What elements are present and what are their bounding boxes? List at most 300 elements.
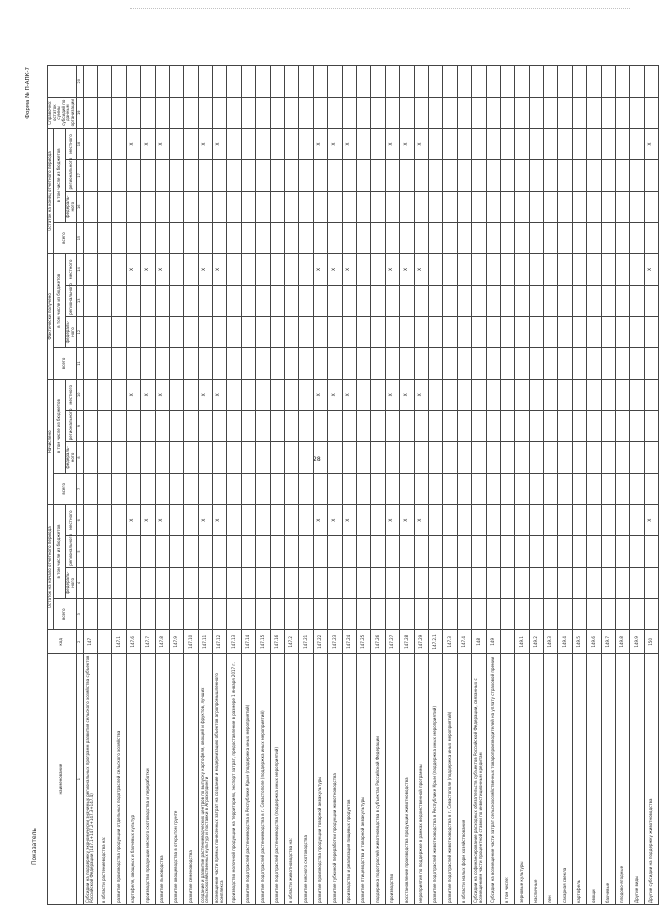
column-number: 7 bbox=[76, 473, 83, 504]
header-total: всего bbox=[53, 348, 76, 379]
value-cell bbox=[630, 254, 644, 285]
header-local: местного bbox=[66, 254, 76, 285]
value-cell bbox=[285, 222, 299, 253]
value-cell bbox=[256, 505, 270, 536]
value-cell bbox=[299, 254, 313, 285]
value-cell bbox=[500, 379, 514, 410]
value-cell bbox=[630, 316, 644, 347]
value-cell bbox=[500, 222, 514, 253]
value-cell bbox=[313, 599, 327, 630]
value-cell bbox=[500, 191, 514, 222]
value-cell bbox=[572, 160, 586, 191]
value-cell bbox=[241, 285, 255, 316]
value-cell bbox=[184, 222, 198, 253]
value-cell bbox=[342, 285, 356, 316]
value-cell bbox=[270, 285, 284, 316]
value-cell bbox=[630, 567, 644, 598]
value-cell bbox=[299, 505, 313, 536]
value-cell bbox=[630, 285, 644, 316]
value-cell bbox=[270, 97, 284, 128]
row-code: 147.15 bbox=[256, 630, 270, 654]
row-name: развитие подотраслей растениеводства в Республике Крым (поддержка иных мероприятий) bbox=[241, 654, 255, 905]
header-group-closing: Остаток на конец отчетного периода bbox=[48, 128, 54, 253]
value-cell bbox=[630, 410, 644, 441]
value-cell bbox=[112, 316, 126, 347]
value-cell bbox=[644, 222, 658, 253]
value-cell bbox=[356, 191, 370, 222]
row-code: 147.23 bbox=[328, 630, 342, 654]
value-cell bbox=[328, 473, 342, 504]
value-cell bbox=[285, 254, 299, 285]
value-cell bbox=[572, 254, 586, 285]
value-cell bbox=[356, 97, 370, 128]
value-cell bbox=[400, 599, 414, 630]
value-cell bbox=[97, 160, 111, 191]
value-cell bbox=[587, 160, 601, 191]
value-cell bbox=[141, 66, 155, 98]
value-cell bbox=[112, 222, 126, 253]
value-cell bbox=[587, 567, 601, 598]
value-cell bbox=[601, 505, 615, 536]
value-cell bbox=[486, 160, 500, 191]
value-cell bbox=[155, 66, 169, 98]
value-cell bbox=[558, 66, 572, 98]
value-cell bbox=[328, 316, 342, 347]
value-cell bbox=[616, 410, 630, 441]
value-cell bbox=[428, 348, 442, 379]
value-cell bbox=[270, 536, 284, 567]
value-cell bbox=[630, 66, 644, 98]
value-cell bbox=[97, 128, 111, 159]
value-cell bbox=[241, 160, 255, 191]
value-cell bbox=[256, 160, 270, 191]
form-label: Форма № П-АПК-7 bbox=[25, 67, 31, 119]
value-cell bbox=[299, 348, 313, 379]
value-cell bbox=[184, 567, 198, 598]
value-cell bbox=[126, 285, 140, 316]
value-cell bbox=[83, 66, 97, 98]
value-cell bbox=[385, 160, 399, 191]
x-mark: X bbox=[126, 128, 140, 159]
value-cell bbox=[616, 254, 630, 285]
value-cell bbox=[616, 285, 630, 316]
value-cell bbox=[472, 410, 486, 441]
value-cell bbox=[472, 442, 486, 473]
value-cell bbox=[400, 191, 414, 222]
value-cell bbox=[443, 97, 457, 128]
value-cell bbox=[644, 536, 658, 567]
value-cell bbox=[630, 379, 644, 410]
value-cell bbox=[313, 442, 327, 473]
header-name: наименование bbox=[48, 654, 77, 905]
value-cell bbox=[616, 536, 630, 567]
row-name: мероприятия по поддержке в рамках ведомственной программы bbox=[414, 654, 428, 905]
value-cell bbox=[616, 160, 630, 191]
value-cell bbox=[572, 222, 586, 253]
value-cell bbox=[155, 160, 169, 191]
row-code: 147.3 bbox=[443, 630, 457, 654]
table-row bbox=[529, 66, 543, 905]
value-cell bbox=[486, 128, 500, 159]
value-cell bbox=[500, 410, 514, 441]
value-cell bbox=[428, 536, 442, 567]
value-cell bbox=[126, 348, 140, 379]
value-cell bbox=[256, 473, 270, 504]
value-cell bbox=[457, 599, 471, 630]
x-mark: X bbox=[328, 505, 342, 536]
scan-header-noise bbox=[130, 8, 630, 12]
value-cell bbox=[356, 567, 370, 598]
value-cell bbox=[558, 191, 572, 222]
value-cell bbox=[141, 222, 155, 253]
value-cell bbox=[213, 160, 227, 191]
header-group-received: Фактически получено bbox=[48, 254, 54, 379]
value-cell bbox=[112, 442, 126, 473]
x-mark: X bbox=[198, 505, 212, 536]
value-cell bbox=[97, 191, 111, 222]
value-cell bbox=[270, 442, 284, 473]
value-cell bbox=[241, 536, 255, 567]
value-cell bbox=[97, 567, 111, 598]
value-cell bbox=[256, 254, 270, 285]
value-cell bbox=[155, 599, 169, 630]
value-cell bbox=[414, 599, 428, 630]
value-cell bbox=[356, 410, 370, 441]
x-mark: X bbox=[385, 505, 399, 536]
x-mark: X bbox=[155, 505, 169, 536]
value-cell bbox=[558, 97, 572, 128]
value-cell bbox=[313, 160, 327, 191]
row-name: восстановление производства продукции животноводства bbox=[400, 654, 414, 905]
value-cell bbox=[500, 285, 514, 316]
value-cell bbox=[241, 316, 255, 347]
value-cell bbox=[241, 410, 255, 441]
value-cell bbox=[529, 536, 543, 567]
x-mark: X bbox=[328, 128, 342, 159]
value-cell bbox=[270, 348, 284, 379]
value-cell bbox=[299, 536, 313, 567]
value-cell bbox=[414, 222, 428, 253]
value-cell bbox=[299, 442, 313, 473]
row-name: развитие производства продукции отдельных подотраслей сельского хозяйства bbox=[112, 654, 126, 905]
value-cell bbox=[587, 379, 601, 410]
value-cell bbox=[227, 254, 241, 285]
value-cell bbox=[428, 379, 442, 410]
value-cell bbox=[544, 536, 558, 567]
value-cell bbox=[385, 442, 399, 473]
value-cell bbox=[169, 505, 183, 536]
header-including: в том числе из бюджетов bbox=[53, 505, 66, 599]
value-cell bbox=[587, 222, 601, 253]
value-cell bbox=[587, 66, 601, 98]
table-row bbox=[299, 66, 313, 905]
value-cell bbox=[299, 160, 313, 191]
value-cell bbox=[184, 254, 198, 285]
x-mark: X bbox=[141, 379, 155, 410]
value-cell bbox=[558, 254, 572, 285]
value-cell bbox=[198, 473, 212, 504]
value-cell bbox=[601, 160, 615, 191]
value-cell bbox=[112, 567, 126, 598]
value-cell bbox=[385, 316, 399, 347]
value-cell bbox=[457, 410, 471, 441]
row-code: 147.1 bbox=[112, 630, 126, 654]
value-cell bbox=[414, 191, 428, 222]
row-code: 149.6 bbox=[587, 630, 601, 654]
value-cell bbox=[141, 410, 155, 441]
value-cell bbox=[414, 442, 428, 473]
value-cell bbox=[227, 191, 241, 222]
value-cell bbox=[313, 410, 327, 441]
value-cell bbox=[529, 222, 543, 253]
value-cell bbox=[529, 599, 543, 630]
value-cell bbox=[443, 191, 457, 222]
value-cell bbox=[400, 160, 414, 191]
value-cell bbox=[213, 473, 227, 504]
value-cell bbox=[356, 254, 370, 285]
value-cell bbox=[184, 442, 198, 473]
column-number: 4 bbox=[76, 567, 83, 598]
value-cell bbox=[544, 285, 558, 316]
row-name: Субсидии на поддержку экономически значимых региональных программ развития сельского хозяйства субъектов Российской Федерации (147.1+147.2+147.3+147.4) bbox=[83, 654, 97, 905]
row-name: производство bbox=[385, 654, 399, 905]
x-mark: X bbox=[400, 128, 414, 159]
value-cell bbox=[515, 254, 529, 285]
value-cell bbox=[428, 97, 442, 128]
value-cell bbox=[601, 442, 615, 473]
value-cell bbox=[428, 285, 442, 316]
value-cell bbox=[572, 379, 586, 410]
value-cell bbox=[572, 316, 586, 347]
value-cell bbox=[572, 473, 586, 504]
value-cell bbox=[198, 599, 212, 630]
value-cell bbox=[428, 599, 442, 630]
value-cell bbox=[601, 348, 615, 379]
value-cell bbox=[213, 66, 227, 98]
table-row bbox=[558, 66, 572, 905]
value-cell bbox=[227, 128, 241, 159]
value-cell bbox=[371, 254, 385, 285]
value-cell bbox=[558, 536, 572, 567]
value-cell bbox=[400, 66, 414, 98]
value-cell bbox=[644, 160, 658, 191]
value-cell bbox=[515, 442, 529, 473]
value-cell bbox=[414, 285, 428, 316]
value-cell bbox=[371, 285, 385, 316]
value-cell bbox=[616, 128, 630, 159]
value-cell bbox=[400, 442, 414, 473]
row-name: картофеля, овощных и бахчевых культур bbox=[126, 654, 140, 905]
value-cell bbox=[241, 222, 255, 253]
value-cell bbox=[83, 473, 97, 504]
value-cell bbox=[126, 473, 140, 504]
value-cell bbox=[500, 160, 514, 191]
value-cell bbox=[400, 536, 414, 567]
value-cell bbox=[443, 473, 457, 504]
value-cell bbox=[328, 160, 342, 191]
value-cell bbox=[169, 442, 183, 473]
row-code: 147.28 bbox=[400, 630, 414, 654]
value-cell bbox=[213, 222, 227, 253]
value-cell bbox=[313, 348, 327, 379]
row-name: развитие подотраслей растениеводства (поддержка иных мероприятий) bbox=[270, 654, 284, 905]
table-row bbox=[644, 66, 658, 905]
table-row bbox=[83, 66, 97, 905]
value-cell bbox=[184, 97, 198, 128]
value-cell bbox=[241, 191, 255, 222]
value-cell bbox=[184, 410, 198, 441]
x-mark: X bbox=[328, 254, 342, 285]
row-code: 147.11 bbox=[198, 630, 212, 654]
value-cell bbox=[328, 66, 342, 98]
value-cell bbox=[443, 567, 457, 598]
row-code: 147.12 bbox=[213, 630, 227, 654]
row-name: лен bbox=[544, 654, 558, 905]
value-cell bbox=[558, 222, 572, 253]
value-cell bbox=[644, 66, 658, 98]
value-cell bbox=[443, 410, 457, 441]
column-number: 11 bbox=[76, 348, 83, 379]
value-cell bbox=[198, 567, 212, 598]
row-code: 147.7 bbox=[141, 630, 155, 654]
value-cell bbox=[256, 97, 270, 128]
value-cell bbox=[616, 505, 630, 536]
header-regional: регионального bbox=[66, 160, 76, 191]
value-cell bbox=[572, 505, 586, 536]
value-cell bbox=[428, 254, 442, 285]
value-cell bbox=[400, 316, 414, 347]
row-name: развитие птицеводства и товарной аквакультуры bbox=[356, 654, 370, 905]
value-cell bbox=[83, 128, 97, 159]
value-cell bbox=[572, 128, 586, 159]
value-cell bbox=[227, 285, 241, 316]
value-cell bbox=[83, 316, 97, 347]
column-number: 15 bbox=[76, 222, 83, 253]
value-cell bbox=[356, 160, 370, 191]
value-cell bbox=[529, 348, 543, 379]
value-cell bbox=[141, 160, 155, 191]
value-cell bbox=[371, 599, 385, 630]
value-cell bbox=[83, 285, 97, 316]
value-cell bbox=[313, 473, 327, 504]
value-cell bbox=[558, 285, 572, 316]
value-cell bbox=[558, 410, 572, 441]
value-cell bbox=[342, 160, 356, 191]
value-cell bbox=[428, 473, 442, 504]
value-cell bbox=[256, 379, 270, 410]
x-mark: X bbox=[198, 128, 212, 159]
table-row bbox=[270, 66, 284, 905]
value-cell bbox=[414, 316, 428, 347]
value-cell bbox=[630, 536, 644, 567]
value-cell bbox=[443, 379, 457, 410]
value-cell bbox=[97, 379, 111, 410]
value-cell bbox=[270, 567, 284, 598]
value-cell bbox=[83, 505, 97, 536]
x-mark: X bbox=[141, 254, 155, 285]
table-row bbox=[500, 66, 514, 905]
value-cell bbox=[299, 379, 313, 410]
header-federal: федераль-ного bbox=[66, 191, 76, 222]
table-row bbox=[198, 66, 212, 905]
value-cell bbox=[644, 348, 658, 379]
row-code: 147.13 bbox=[227, 630, 241, 654]
value-cell bbox=[414, 97, 428, 128]
value-cell bbox=[83, 191, 97, 222]
value-cell bbox=[472, 160, 486, 191]
table-row bbox=[630, 66, 644, 905]
value-cell bbox=[544, 379, 558, 410]
value-cell bbox=[601, 97, 615, 128]
value-cell bbox=[213, 442, 227, 473]
value-cell bbox=[169, 285, 183, 316]
table-row bbox=[371, 66, 385, 905]
value-cell bbox=[227, 348, 241, 379]
value-cell bbox=[227, 442, 241, 473]
value-cell bbox=[457, 160, 471, 191]
value-cell bbox=[472, 505, 486, 536]
table-row bbox=[457, 66, 471, 905]
value-cell bbox=[227, 66, 241, 98]
x-mark: X bbox=[342, 379, 356, 410]
table-row bbox=[486, 66, 500, 905]
value-cell bbox=[544, 473, 558, 504]
row-name: Субсидии на софинансирование расходных обязательств субъектов Российской Федерации, связанных с возмещением части процентной ставки по инвестиционным кредитам bbox=[472, 654, 486, 905]
value-cell bbox=[529, 442, 543, 473]
value-cell bbox=[544, 66, 558, 98]
value-cell bbox=[112, 599, 126, 630]
value-cell bbox=[457, 505, 471, 536]
value-cell bbox=[529, 379, 543, 410]
value-cell bbox=[486, 254, 500, 285]
value-cell bbox=[587, 285, 601, 316]
value-cell bbox=[428, 442, 442, 473]
row-name: масличные bbox=[529, 654, 543, 905]
value-cell bbox=[558, 505, 572, 536]
value-cell bbox=[169, 160, 183, 191]
row-name: возмещение части прямых понесенных затрат на создание и модернизацию объектов агропромышленного комплекса bbox=[213, 654, 227, 905]
row-code: 147.9 bbox=[169, 630, 183, 654]
value-cell bbox=[184, 379, 198, 410]
x-mark: X bbox=[644, 128, 658, 159]
x-mark: X bbox=[213, 254, 227, 285]
table-row bbox=[256, 66, 270, 905]
value-cell bbox=[472, 222, 486, 253]
row-code: 147.21 bbox=[299, 630, 313, 654]
header-including: в том числе из бюджетов bbox=[53, 254, 66, 348]
table-row bbox=[169, 66, 183, 905]
value-cell bbox=[213, 97, 227, 128]
value-cell bbox=[198, 536, 212, 567]
table-row bbox=[572, 66, 586, 905]
x-mark: X bbox=[342, 505, 356, 536]
value-cell bbox=[400, 222, 414, 253]
row-name: поддержка подотраслей животноводства в субъектах Российской Федерации bbox=[371, 654, 385, 905]
x-mark: X bbox=[126, 254, 140, 285]
value-cell bbox=[328, 442, 342, 473]
value-cell bbox=[457, 285, 471, 316]
column-number: 5 bbox=[76, 536, 83, 567]
value-cell bbox=[371, 410, 385, 441]
value-cell bbox=[587, 473, 601, 504]
row-code: 147.8 bbox=[155, 630, 169, 654]
value-cell bbox=[213, 536, 227, 567]
value-cell bbox=[486, 348, 500, 379]
value-cell bbox=[601, 191, 615, 222]
value-cell bbox=[486, 442, 500, 473]
value-cell bbox=[83, 442, 97, 473]
value-cell bbox=[97, 410, 111, 441]
